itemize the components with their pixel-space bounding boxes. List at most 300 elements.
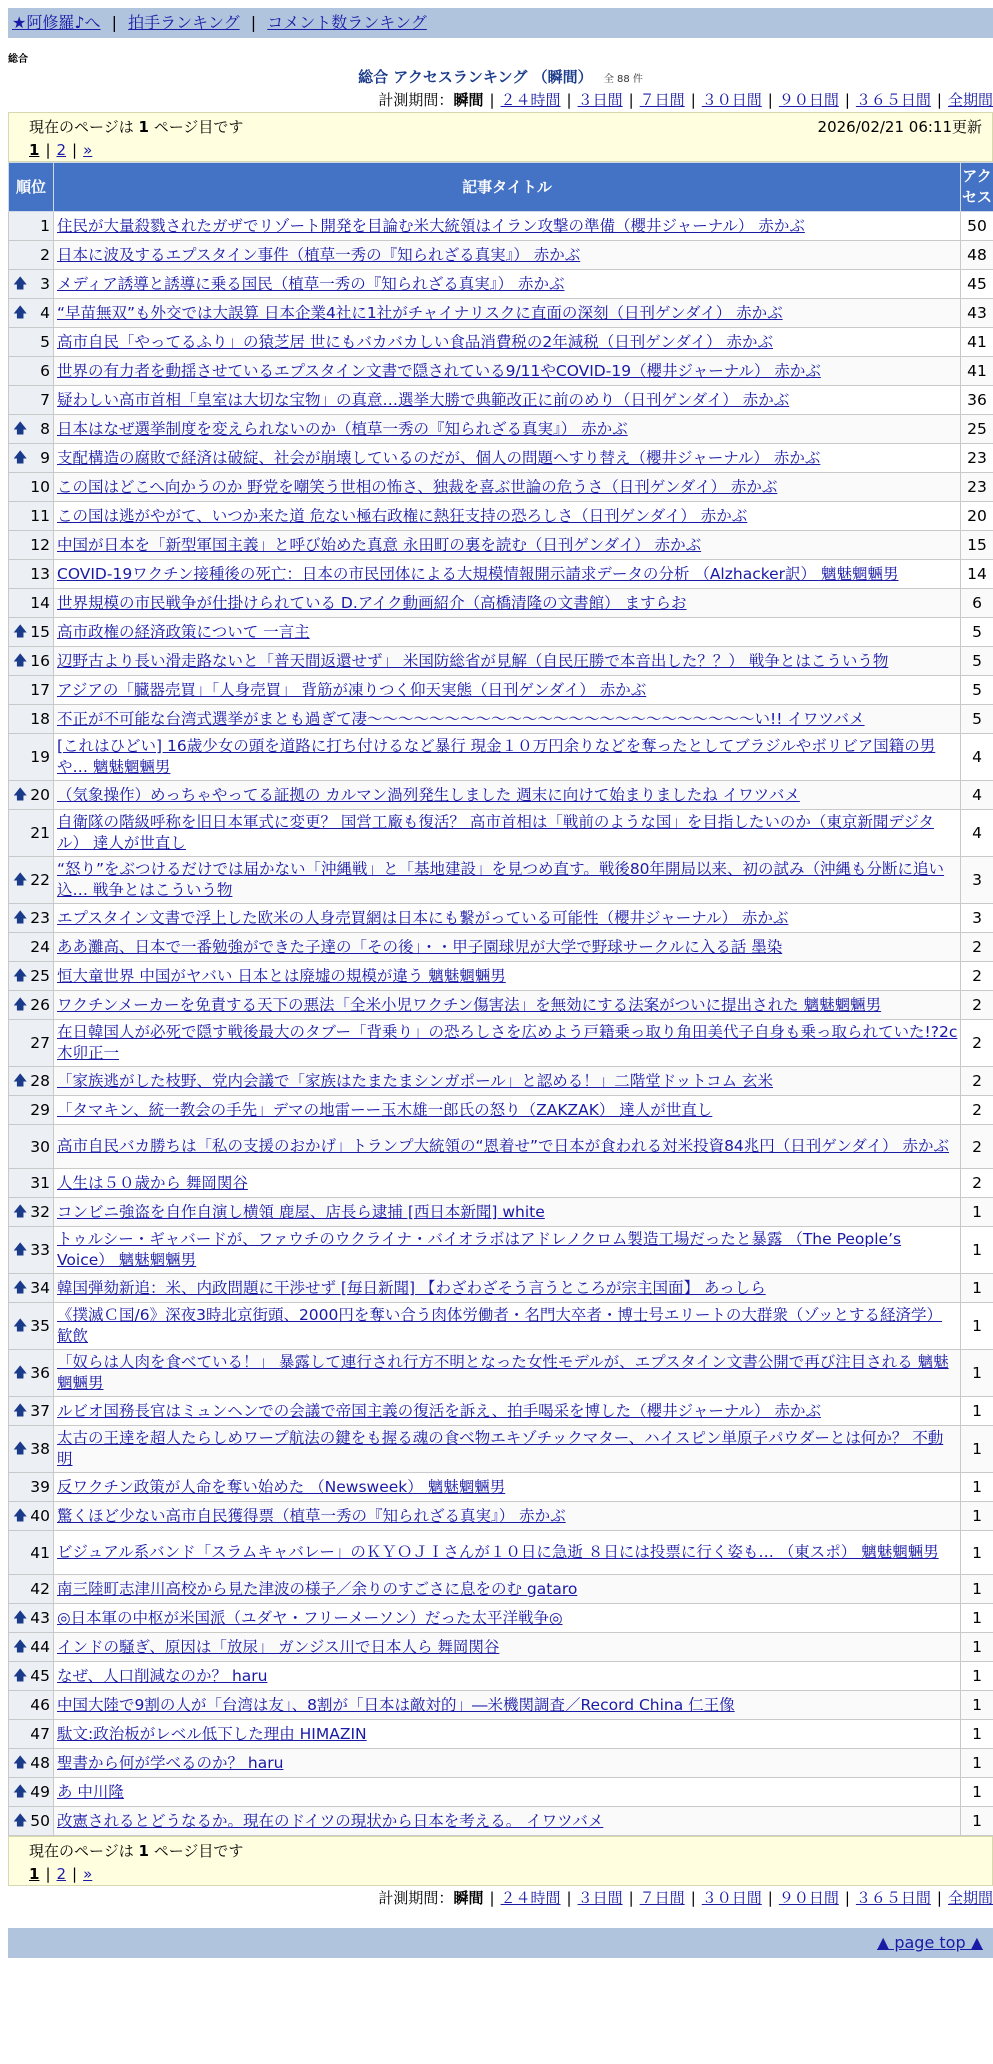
access-count: 15 [961,531,993,560]
title-cell [54,810,961,857]
rank-number: 22 [30,871,50,889]
ranking-row [9,502,993,531]
top-nav-bar [8,8,993,38]
article-link[interactable]: 「タマキン、統一教会の手先」デマの地雷ーー玉木雄一郎氏の怒り（ZAKZAK） 達人が世直し [57,1101,712,1119]
pager-page-link[interactable]: 2 [57,1865,67,1883]
rank-number: 7 [40,391,50,409]
access-count: 2 [961,1067,993,1096]
article-link[interactable]: エプスタイン文書で浮上した欧米の人身売買網は日本にも繋がっている可能性（櫻井ジャーナル） 赤かぶ [57,909,788,927]
article-link[interactable]: 「家族逃がした枝野、党内会議で「家族はたまたまシンガポール」と認める！」二階堂ドットコム 玄米 [57,1072,773,1090]
title-cell [54,1198,961,1227]
pager-status-row [29,115,982,139]
clap-ranking-link[interactable]: 拍手ランキング [128,13,240,32]
rank-number: 28 [30,1072,50,1090]
rank-cell [9,299,54,328]
pager-bottom [8,1836,993,1886]
period-option-link[interactable]: ２４時間 [501,1889,561,1907]
page [8,8,993,1958]
access-count: 1 [961,1691,993,1720]
article-link[interactable]: この国は逃がやがて、いつか来た道 危ない極右政権に熱狂支持の恐ろしさ（日刊ゲンダイ） 赤かぶ [57,507,747,525]
rank-number: 49 [30,1783,50,1801]
current-page-suffix: ページ目です [154,1842,244,1860]
article-link[interactable]: 日本はなぜ選挙制度を変えられないのか（植草一秀の『知られざる真実』） 赤かぶ [57,420,628,438]
article-link[interactable]: （気象操作）めっちゃやってる証拠の カルマン渦列発生しました 週末に向けて始まりましたね イワツバメ [57,786,800,804]
ranking-row [9,1350,993,1397]
rank-cell [9,1778,54,1807]
rank-cell [9,1473,54,1502]
access-count: 1 [961,1426,993,1473]
article-link[interactable]: コンビニ強盗を自作自演し横領 鹿屋、店長ら逮捕 [西日本新聞] white [57,1203,545,1221]
rank-number: 40 [30,1507,50,1525]
up-arrow-icon: 🡅 [13,652,27,670]
article-link[interactable]: 高市自民バカ勝ちは「私の支援のおかげ」トランプ大統領の“恩着せ”で日本が食われる対米投資84兆円（日刊ゲンダイ） 赤かぶ [57,1137,949,1155]
rank-number: 18 [30,710,50,728]
up-arrow-icon: 🡅 [13,1440,27,1458]
article-link[interactable]: 《撲滅Ｃ国/6》深夜3時北京街頭、2000円を奪い合う肉体労働者・名門大卒者・博士号エリートの大群衆（ゾッとする経済学） 歓飲 [57,1306,942,1345]
period-option-link[interactable]: ９０日間 [779,1889,839,1907]
period-option-link[interactable]: ３０日間 [702,91,762,109]
ranking-row [9,618,993,647]
article-link[interactable]: 驚くほど少ない高市自民獲得票（植草一秀の『知られざる真実』） 赤かぶ [57,1507,566,1525]
rank-cell [9,1227,54,1274]
title-cell [54,1807,961,1836]
article-link[interactable]: 人生は５０歳から 舞岡関谷 [57,1174,248,1192]
article-link[interactable]: 辺野古より長い滑走路ないと「普天間返還せず」 米国防総省が見解（自民圧勝で本音出した？？） 戦争とはこういう物 [57,652,888,670]
title-cell [54,1125,961,1169]
title-cell [54,241,961,270]
rank-number: 41 [30,1544,50,1562]
title-cell [54,270,961,299]
up-arrow-icon: 🡅 [13,420,27,438]
ranking-row [9,1807,993,1836]
access-count: 1 [961,1662,993,1691]
title-cell [54,1662,961,1691]
title-cell [54,1604,961,1633]
article-link[interactable]: なぜ、人口削減なのか？ haru [57,1667,267,1685]
current-page-number: 1 [138,1842,148,1860]
access-count: 6 [961,589,993,618]
ranking-row [9,1020,993,1067]
access-count: 1 [961,1633,993,1662]
rank-cell [9,241,54,270]
current-page-prefix: 現在のページは [29,118,134,136]
rank-number: 16 [30,652,50,670]
title-cell [54,1473,961,1502]
title-cell [54,1020,961,1067]
access-count: 36 [961,386,993,415]
up-arrow-icon: 🡅 [13,871,27,889]
rank-cell [9,357,54,386]
up-arrow-icon: 🡅 [13,1783,27,1801]
pager-separator: | [72,141,77,159]
access-count: 5 [961,676,993,705]
article-link[interactable]: 高市政権の経済政策について 一言主 [57,623,310,641]
period-separator: | [845,91,850,109]
title-cell [54,1691,961,1720]
period-option-link[interactable]: 全期間 [948,91,993,109]
ranking-row [9,734,993,781]
rank-number: 6 [40,362,50,380]
article-link[interactable]: この国はどこへ向かうのか 野党を嘲笑う世相の怖さ、独裁を喜ぶ世論の危うさ（日刊ゲンダイ） 赤かぶ [57,478,777,496]
title-cell [54,1274,961,1303]
period-option-link[interactable]: ３６５日間 [856,91,931,109]
ranking-row [9,270,993,299]
rank-number: 17 [30,681,50,699]
title-cell [54,1067,961,1096]
title-cell [54,1303,961,1350]
article-link[interactable]: [これはひどい] 16歳少女の頭を道路に打ち付けるなど暴行 現金１０万円余りなどを奪ったとしてブラジルやボリビア国籍の男や… 魑魅魍魎男 [57,737,935,776]
rank-number: 14 [30,594,50,612]
access-count: 2 [961,1169,993,1198]
article-link[interactable]: あ 中川隆 [57,1783,124,1801]
period-selector-bottom [8,1886,993,1910]
ranking-row [9,1604,993,1633]
access-count: 43 [961,299,993,328]
ranking-row [9,1397,993,1426]
title-cell [54,1397,961,1426]
access-count: 48 [961,241,993,270]
rank-number: 26 [30,996,50,1014]
pager-next-link[interactable]: » [83,1865,92,1883]
up-arrow-icon: 🡅 [13,996,27,1014]
article-link[interactable]: 中国が日本を「新型軍国主義」と呼び始めた真意 永田町の裏を読む（日刊ゲンダイ） 赤かぶ [57,536,701,554]
article-link[interactable]: 太古の王達を超人たらしめワープ航法の鍵をも握る魂の食べ物エキゾチックマター、ハイスピン単原子パウダーとは何か？ 不動明 [57,1429,943,1468]
access-count: 1 [961,1531,993,1575]
access-column-header: アクセス [961,163,993,212]
access-count: 1 [961,1720,993,1749]
article-link[interactable]: 南三陸町志津川高校から見た津波の様子／余りのすごさに息をのむ gataro [57,1580,577,1598]
rank-number: 2 [40,246,50,264]
ranking-row [9,1067,993,1096]
rank-number: 20 [30,786,50,804]
updated-timestamp: 2026/02/21 06:11更新 [818,115,982,139]
article-link[interactable]: インドの騒ぎ、原因は「放尿」 ガンジス川で日本人ら 舞岡関谷 [57,1638,499,1656]
rank-cell [9,1720,54,1749]
rank-number: 47 [30,1725,50,1743]
article-link[interactable]: ルビオ国務長官はミュンヘンでの会議で帝国主義の復活を訴え、拍手喝采を博した（櫻井ジャーナル） 赤かぶ [57,1402,821,1420]
article-link[interactable]: 住民が大量殺戮されたガザでリゾート開発を目論む米大統領はイラン攻撃の準備（櫻井ジャーナル） 赤かぶ [57,217,805,235]
up-arrow-icon: 🡅 [13,1364,27,1382]
period-option-link[interactable]: ３日間 [578,1889,623,1907]
period-separator: | [937,1889,942,1907]
title-cell [54,1778,961,1807]
rank-cell [9,705,54,734]
rank-number: 48 [30,1754,50,1772]
rank-cell [9,270,54,299]
article-link[interactable]: メディア誘導と誘導に乗る国民（植草一秀の『知られざる真実』） 赤かぶ [57,275,564,293]
article-link[interactable]: 反ワクチン政策が人命を奪い始めた （Newsweek） 魑魅魍魎男 [57,1478,505,1496]
article-link[interactable]: 在日韓国人が必死で隠す戦後最大のタブー「背乗り」の恐ろしさを広めよう戸籍乗っ取り角田美代子自身も乗っ取られていた!?2c 木卯正一 [57,1023,957,1062]
article-link[interactable]: 「奴らは人肉を食べている！」 暴露して連行され行方不明となった女性モデルが、エプスタイン文書公開で再び注目される 魑魅魍魎男 [57,1353,949,1392]
article-link[interactable]: ◎日本軍の中枢が米国派（ユダヤ・フリーメーソン）だった太平洋戦争◎ [57,1609,563,1627]
pager-page-link[interactable]: 2 [57,141,67,159]
period-option-link[interactable]: 全期間 [948,1889,993,1907]
rank-cell [9,1807,54,1836]
ranking-row [9,1691,993,1720]
current-page-prefix: 現在のページは [29,1842,134,1860]
rank-number: 9 [40,449,50,467]
title-cell [54,444,961,473]
ranking-row [9,991,993,1020]
article-link[interactable]: ワクチンメーカーを免責する天下の悪法「全米小児ワクチン傷害法」を無効にする法案がついに提出された 魑魅魍魎男 [57,996,881,1014]
rank-cell [9,1531,54,1575]
ranking-row [9,1426,993,1473]
article-link[interactable]: 改憲されるとどうなるか。現在のドイツの現状から日本を考える。 イワツバメ [57,1812,603,1830]
ranking-row [9,212,993,241]
rank-number: 37 [30,1402,50,1420]
title-cell [54,1720,961,1749]
article-link[interactable]: 世界規模の市民戦争が仕掛けられている D.アイク動画紹介（高橋清隆の文書館） ますらお [57,594,687,612]
ranking-row [9,1096,993,1125]
nav-separator: | [251,13,256,32]
article-link[interactable]: “怒り”をぶつけるだけでは届かない「沖縄戦」と「基地建設」を見つめ直す。戦後80年開局以来、初の試み（沖縄も分断に追い込… 戦争とはこういう物 [57,860,944,899]
title-cell [54,904,961,933]
table-header-row [9,163,993,212]
title-cell [54,705,961,734]
rank-number: 13 [30,565,50,583]
access-count: 4 [961,734,993,781]
rank-number: 43 [30,1609,50,1627]
access-count: 1 [961,1473,993,1502]
ranking-heading [8,66,993,88]
title-cell [54,328,961,357]
title-cell [54,734,961,781]
article-link[interactable]: アジアの「臓器売買」「人身売買」 背筋が凍りつく仰天実態（日刊ゲンダイ） 赤かぶ [57,681,646,699]
ranking-row [9,857,993,904]
up-arrow-icon: 🡅 [13,1279,27,1297]
up-arrow-icon: 🡅 [13,1402,27,1420]
rank-cell [9,1303,54,1350]
article-link[interactable]: 疑わしい高市首相「皇室は大切な宝物」の真意…選挙大勝で典範改正に前のめり（日刊ゲンダイ） 赤かぶ [57,391,789,409]
title-cell [54,857,961,904]
current-page-suffix: ページ目です [154,118,244,136]
access-count: 50 [961,212,993,241]
up-arrow-icon: 🡅 [13,1638,27,1656]
article-link[interactable]: 駄文:政治板がレベル低下した理由 HIMAZIN [57,1725,367,1743]
period-label: 計測期間： [378,91,453,109]
access-count: 23 [961,473,993,502]
period-separator: | [691,91,696,109]
rank-cell [9,1662,54,1691]
period-separator: | [489,91,494,109]
ranking-row [9,386,993,415]
title-cell [54,1633,961,1662]
page-top-link[interactable]: ▲ page top ▲ [877,1933,983,1952]
pager-links [29,139,982,161]
rank-cell [9,1397,54,1426]
ranking-row [9,589,993,618]
nav-separator: | [112,13,117,32]
article-link[interactable]: ああ灘高、日本で一番勉強ができた子達の「その後」・・甲子園球児が大学で野球サークルに入る話 墨染 [57,938,782,956]
title-column-header: 記事タイトル [54,163,961,212]
access-count: 45 [961,270,993,299]
pager-top [8,112,993,162]
ranking-row [9,560,993,589]
rank-cell [9,1274,54,1303]
period-option-link[interactable]: ７日間 [640,91,685,109]
ranking-row [9,328,993,357]
period-option-link[interactable]: ７日間 [640,1889,685,1907]
rank-cell [9,386,54,415]
rank-cell [9,676,54,705]
access-count: 1 [961,1397,993,1426]
article-link[interactable]: 世界の有力者を動揺させているエプスタイン文書で隠されている9/11やCOVID-19（櫻井ジャーナル） 赤かぶ [57,362,821,380]
article-link[interactable]: 聖書から何が学べるのか？ haru [57,1754,283,1772]
title-cell [54,618,961,647]
rank-number: 42 [30,1580,50,1598]
title-cell [54,1169,961,1198]
article-link[interactable]: 高市自民「やってるふり」の猿芝居 世にもバカバカしい食品消費税の2年減税（日刊ゲンダイ） 赤かぶ [57,333,773,351]
article-link[interactable]: 自衛隊の階級呼称を旧日本軍式に変更？ 国営工廠も復活？ 高市首相は「戦前のような国」を目指したいのか（東京新聞デジタル） 達人が世直し [57,813,934,852]
period-option-link[interactable]: ２４時間 [501,91,561,109]
rank-cell [9,502,54,531]
up-arrow-icon: 🡅 [13,1203,27,1221]
access-count: 23 [961,444,993,473]
rank-number: 50 [30,1812,50,1830]
access-count: 2 [961,933,993,962]
up-arrow-icon: 🡅 [13,1072,27,1090]
title-cell [54,299,961,328]
title-cell [54,647,961,676]
ranking-table [8,162,993,1836]
access-count: 3 [961,857,993,904]
up-arrow-icon: 🡅 [13,1812,27,1830]
rank-cell [9,933,54,962]
ranking-row [9,705,993,734]
access-count: 2 [961,1020,993,1067]
article-link[interactable]: 日本に波及するエプスタイン事件（植草一秀の『知られざる真実』） 赤かぶ [57,246,580,264]
up-arrow-icon: 🡅 [13,1609,27,1627]
period-option-link[interactable]: ３０日間 [702,1889,762,1907]
rank-number: 21 [30,824,50,842]
rank-cell [9,618,54,647]
ranking-row [9,1531,993,1575]
article-link[interactable]: 恒大童世界 中国がヤバい 日本とは廃墟の規模が違う 魑魅魍魎男 [57,967,506,985]
title-cell [54,933,961,962]
article-link[interactable]: 中国大陸で9割の人が「台湾は友」、8割が「日本は敵対的」―米機関調査／Record China 仁王像 [57,1696,735,1714]
rank-cell [9,1350,54,1397]
title-cell [54,560,961,589]
up-arrow-icon: 🡅 [13,275,27,293]
access-count: 20 [961,502,993,531]
article-link[interactable]: 不正が不可能な台湾式選挙がまとも過ぎて凄〜〜〜〜〜〜〜〜〜〜〜〜〜〜〜〜〜〜〜〜〜〜〜〜〜い!! イワツバメ [57,710,865,728]
rank-number: 8 [40,420,50,438]
rank-number: 36 [30,1364,50,1382]
comment-ranking-link[interactable]: コメント数ランキング [267,13,427,32]
access-count: 1 [961,1227,993,1274]
rank-number: 19 [30,748,50,766]
period-label: 計測期間： [378,1889,453,1907]
access-count: 1 [961,1575,993,1604]
pager-separator: | [45,141,50,159]
period-option-link[interactable]: ９０日間 [779,91,839,109]
rank-number: 12 [30,536,50,554]
ranking-row [9,1720,993,1749]
up-arrow-icon: 🡅 [13,1667,27,1685]
period-separator: | [845,1889,850,1907]
ranking-row [9,1125,993,1169]
title-cell [54,473,961,502]
title-cell [54,1749,961,1778]
title-cell [54,676,961,705]
pager-next-link[interactable]: » [83,141,92,159]
access-count: 2 [961,991,993,1020]
period-option-link[interactable]: ３日間 [578,91,623,109]
ranking-row [9,1749,993,1778]
up-arrow-icon: 🡅 [13,1754,27,1772]
rank-number: 27 [30,1034,50,1052]
title-cell [54,531,961,560]
rank-number: 45 [30,1667,50,1685]
rank-cell [9,473,54,502]
rank-number: 10 [30,478,50,496]
current-page-number: 1 [138,118,148,136]
rank-number: 46 [30,1696,50,1714]
access-count: 41 [961,328,993,357]
ranking-body [9,212,993,1836]
home-link[interactable]: ★阿修羅♪へ [12,13,101,32]
period-separator: | [489,1889,494,1907]
access-count: 5 [961,647,993,676]
title-cell [54,502,961,531]
up-arrow-icon: 🡅 [13,1317,27,1335]
access-count: 1 [961,1502,993,1531]
title-cell [54,589,961,618]
period-option-link[interactable]: ３６５日間 [856,1889,931,1907]
title-cell [54,212,961,241]
up-arrow-icon: 🡅 [13,967,27,985]
rank-number: 38 [30,1440,50,1458]
rank-number: 29 [30,1101,50,1119]
rank-cell [9,1604,54,1633]
rank-cell [9,991,54,1020]
period-current: 瞬間 [453,1889,483,1907]
article-link[interactable]: “早苗無双”も外交では大誤算 日本企業4社に1社がチャイナリスクに直面の深刻（日刊ゲンダイ） 赤かぶ [57,304,783,322]
rank-cell [9,781,54,810]
current-page-text [29,115,243,139]
rank-cell [9,1020,54,1067]
rank-number: 24 [30,938,50,956]
access-count: 4 [961,810,993,857]
rank-cell [9,560,54,589]
article-link[interactable]: トゥルシー・ギャバードが、ファウチのウクライナ・バイオラボはアドレノクロム製造工場だったと暴露 （The People’s Voice） 魑魅魍魎男 [57,1230,901,1269]
up-arrow-icon: 🡅 [13,909,27,927]
title-cell [54,1575,961,1604]
category-label: 総合 [8,50,993,64]
article-link[interactable]: 支配構造の腐敗で経済は破綻、社会が崩壊しているのだが、個人の問題へすり替え（櫻井ジャーナル） 赤かぶ [57,449,820,467]
rank-cell [9,1633,54,1662]
access-count: 2 [961,962,993,991]
rank-number: 3 [40,275,50,293]
access-count: 1 [961,1778,993,1807]
ranking-row [9,531,993,560]
article-link[interactable]: ビジュアル系バンド「スラムキャバレー」のＫＹＯＪＩさんが１０日に急逝 ８日には投票に行く姿も… （東スポ） 魑魅魍魎男 [57,1543,939,1561]
article-link[interactable]: COVID-19ワクチン接種後の死亡：日本の市民団体による大規模情報開示請求データの分析 （Alzhacker訳） 魑魅魍魎男 [57,565,898,583]
article-link[interactable]: 韓国弾劾新追：米、内政問題に干渉せず [毎日新聞] 【わざわざそう言うところが宗主国面】 あっしら [57,1279,766,1297]
rank-cell [9,212,54,241]
period-selector-top [8,88,993,112]
rank-cell [9,1096,54,1125]
title-cell [54,1426,961,1473]
access-count: 1 [961,1807,993,1836]
ranking-row [9,962,993,991]
ranking-row [9,415,993,444]
rank-number: 30 [30,1138,50,1156]
ranking-row [9,810,993,857]
title-cell [54,415,961,444]
ranking-row [9,676,993,705]
access-count: 1 [961,1274,993,1303]
